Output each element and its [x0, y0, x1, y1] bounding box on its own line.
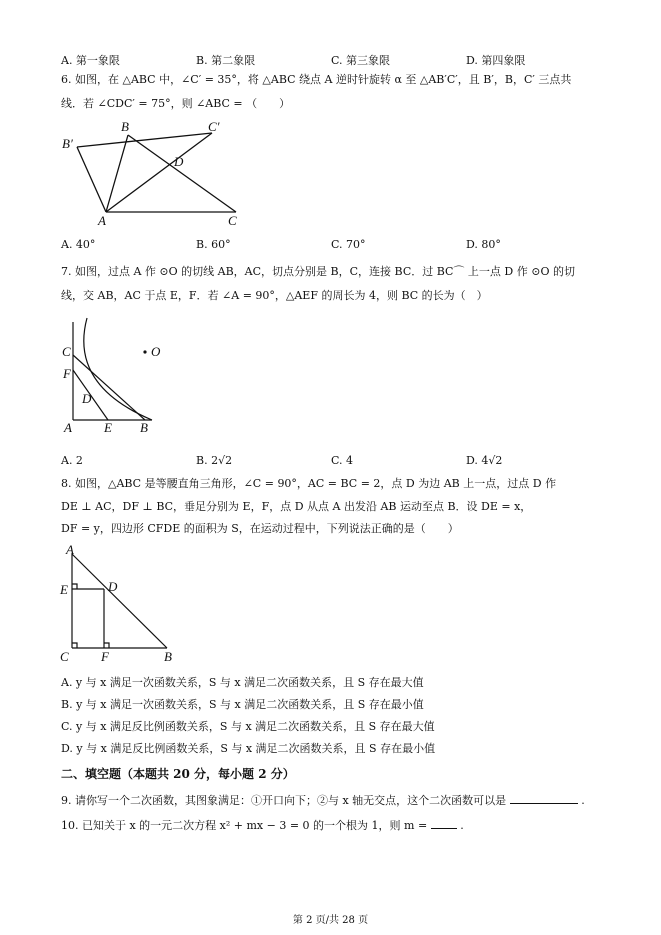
- q6-stem-line1: 6. 如图，在 △ABC 中，∠C′ = 35°，将 △ABC 绕点 A 逆时针旋转 α 至 △AB′C′，且 B′，B，C′ 三点共: [61, 73, 572, 86]
- q9-stem: [61, 792, 585, 808]
- section-title-fill-in: 二、填空题（本题共 20 分，每小题 2 分）: [61, 767, 295, 781]
- q8-option-b: B. y 与 x 满足一次函数关系，S 与 x 满足二次函数关系，且 S 存在最小值: [61, 698, 424, 711]
- q7-stem-line2: 线，交 AB，AC 于点 E，F．若 ∠A = 90°，△AEF 的周长为 4，则 BC 的长为（ ）: [61, 289, 488, 302]
- q10-stem: [61, 817, 464, 833]
- q8-right-angle-c: [72, 643, 77, 648]
- q8-label-f: F: [101, 649, 109, 664]
- q6-option-d: D. 80°: [466, 238, 501, 251]
- q5-option-c: C. 第三象限: [331, 54, 391, 67]
- q7-option-b: B. 2√2: [196, 454, 233, 467]
- q10-answer-blank[interactable]: [431, 817, 457, 829]
- q8-segment-ab: [72, 554, 167, 648]
- q6-label-a: A: [98, 213, 106, 228]
- q8-label-e: E: [60, 582, 68, 597]
- page-number: 第 2 页/共 28 页: [292, 915, 369, 926]
- q8-label-c: C: [60, 649, 69, 664]
- q6-stem-line2: 线．若 ∠CDC′ = 75°，则 ∠ABC = （ ）: [61, 97, 291, 110]
- q7-label-b: B: [140, 420, 148, 435]
- q5-option-d: D. 第四象限: [466, 54, 526, 67]
- q5-option-b: B. 第二象限: [196, 54, 256, 67]
- q7-label-d: D: [82, 391, 92, 406]
- q6-label-d: D: [174, 154, 184, 169]
- q9-answer-blank[interactable]: [510, 792, 578, 804]
- q10-end: .: [460, 819, 464, 832]
- q7-option-d: D. 4√2: [466, 454, 503, 467]
- q9-text: 9. 请你写一个二次函数，其图象满足：①开口向下；②与 x 轴无交点，这个二次函数可以是: [61, 794, 507, 807]
- q8-label-a: A: [66, 542, 74, 557]
- q8-option-d: D. y 与 x 满足反比例函数关系，S 与 x 满足二次函数关系，且 S 存在最小值: [61, 742, 436, 755]
- q7-stem-line1: 7. 如图，过点 A 作 ⊙O 的切线 AB，AC，切点分别是 B，C，连接 BC．过 BC⌒ 上一点 D 作 ⊙O 的切: [61, 265, 575, 278]
- q7-option-a: A. 2: [61, 454, 83, 467]
- q7-label-a: A: [64, 420, 72, 435]
- q7-label-f: F: [63, 366, 71, 381]
- q6-label-c: C: [228, 213, 237, 228]
- q7-label-e: E: [104, 420, 112, 435]
- q6-label-c-prime: C′: [208, 119, 220, 134]
- q7-label-o: O: [151, 344, 161, 359]
- q7-option-c: C. 4: [331, 454, 354, 467]
- q8-stem-line1: 8. 如图，△ABC 是等腰直角三角形，∠C = 90°，AC = BC = 2，点 D 为边 AB 上一点，过点 D 作: [61, 477, 557, 490]
- q9-end: .: [581, 794, 585, 807]
- q6-option-a: A. 40°: [61, 238, 96, 251]
- q8-right-angle-e: [72, 584, 77, 589]
- q6-option-b: B. 60°: [196, 238, 231, 251]
- q6-label-b-prime: B′: [62, 136, 73, 151]
- q8-label-d: D: [108, 579, 118, 594]
- q6-label-b: B: [121, 119, 129, 134]
- q10-text: 10. 已知关于 x 的一元二次方程 x² + mx − 3 = 0 的一个根为 1，则 m =: [61, 819, 428, 832]
- q8-label-b: B: [164, 649, 172, 664]
- q5-option-a: A. 第一象限: [61, 54, 120, 67]
- q8-option-c: C. y 与 x 满足反比例函数关系，S 与 x 满足二次函数关系，且 S 存在最大值: [61, 720, 435, 733]
- q8-option-a: A. y 与 x 满足一次函数关系，S 与 x 满足二次函数关系，且 S 存在最大值: [61, 676, 424, 689]
- q8-stem-line3: DF = y，四边形 CFDE 的面积为 S，在运动过程中，下列说法正确的是（ ）: [61, 522, 459, 535]
- q8-stem-line2: DE ⊥ AC，DF ⊥ BC，垂足分别为 E，F，点 D 从点 A 出发沿 AB 运动至点 B．设 DE = x，: [61, 500, 532, 513]
- q6-option-c: C. 70°: [331, 238, 366, 251]
- q8-right-angle-f: [104, 643, 109, 648]
- q7-label-c: C: [62, 344, 71, 359]
